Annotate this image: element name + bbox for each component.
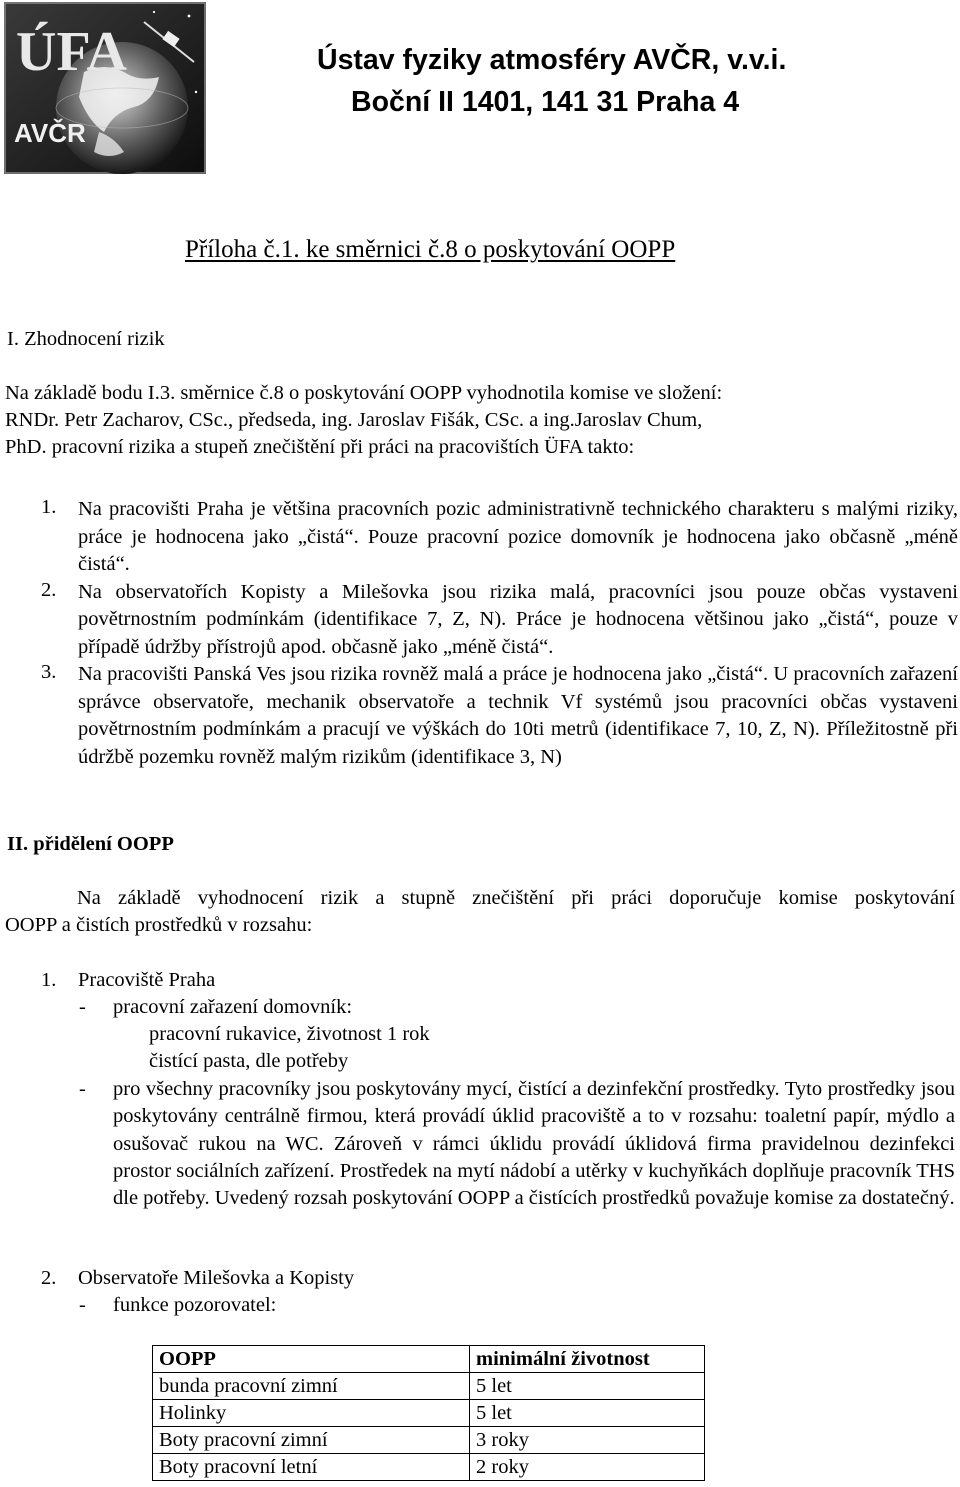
ufa-logo-graphic [4,2,206,174]
institute-name: Ústav fyziky atmosféry AVČR, v.v.i. [317,44,787,76]
workplace-name: Observatoře Milešovka a Kopisty [78,1267,355,1289]
table-cell: Holinky [153,1400,470,1427]
list-item [8,496,958,579]
section-1-intro-line: Na základě bodu I.3. směrnice č.8 o poskytování OOPP vyhodnotila komise ve složení: [5,382,723,404]
section-2-intro-line: OOPP a čistích prostředků v rozsahu: [5,914,313,936]
sub-item-text: pracovní rukavice, životnost 1 rok [149,1023,430,1045]
dash-item-text: pracovní zařazení domovník: [113,996,353,1018]
workplace-number: 1. [41,969,57,991]
table-cell: 3 roky [470,1427,705,1454]
list-item [8,661,958,771]
table-header-row [153,1346,705,1373]
table-cell: Boty pracovní zimní [153,1427,470,1454]
list-item-number: 3. [41,661,57,683]
section-1-intro-line: PhD. pracovní rizika a stupeň znečištění při práci na pracovištích ÜFA takto: [5,436,635,458]
list-item [8,579,958,662]
workplace-number: 2. [41,1267,57,1289]
section-2-intro-text: Na základě vyhodnocení rizik a stupně znečištění při práci doporučuje komise poskytování [77,887,955,909]
table-row [153,1427,705,1454]
table-row [153,1400,705,1427]
dash-bullet: - [79,1078,86,1100]
list-item-text: Na pracovišti Praha je většina pracovních pozic administrativně technického charakteru s malými riziky, práce je hodnocena jako „čistá“. Pouze pracovní pozice domovník je hodnocena jako občasně „méně čistá“. [78,498,958,575]
table-header-cell: minimální životnost [470,1346,705,1373]
ufa-logo [4,2,206,174]
list-item-number: 2. [41,578,57,601]
section-1-intro-line: RNDr. Petr Zacharov, CSc., předseda, ing. Jaroslav Fišák, CSc. a ing.Jaroslav Chum, [5,409,703,431]
dash-bullet: - [79,996,86,1018]
table-cell: bunda pracovní zimní [153,1373,470,1400]
section-2-heading: II. přidělení OOPP [7,833,174,855]
section-1-heading: I. Zhodnocení rizik [7,328,165,350]
workplace-name: Pracoviště Praha [78,969,216,991]
section-2-intro-line [77,885,955,912]
table-row [153,1454,705,1481]
dash-item-text: pro všechny pracovníky jsou poskytovány mycí, čistící a dezinfekční prostředky. Tyto prostředky jsou poskytovány centrálně firmou, která provádí úklid pracoviště a to v rozsahu: toaletní papír, mýdlo a osušovač rukou na WC. Zároveň v rámci úklidu provádí úklidová firma pravidelnou dezinfekci prostor sociálních zařízení. Prostředek na mytí nádobí a utěrky v kuchyňkách doplňuje pracovník THS dle potřeby. Uvedený rozsah poskytování OOPP a čistících prostředků považuje komise za dostatečný. [113,1078,955,1210]
list-item-text: Na observatořích Kopisty a Milešovka jsou rizika malá, pracovníci jsou pouze občas vystaveni povětrnostním podmínkám (identifikace 7, Z, N). Práce je hodnocena většinou jako „čistá“, pouze v případě údržby přístrojů apod. občasně jako „méně čistá“. [78,580,958,658]
dash-item-text: funkce pozorovatel: [113,1294,277,1316]
table-cell: Boty pracovní letní [153,1454,470,1481]
institute-address: Boční II 1401, 141 31 Praha 4 [351,86,740,118]
logo-text-ufa: ÚFA [16,21,127,83]
dash-item-paragraph [113,1076,955,1212]
sub-item-text: čistící pasta, dle potřeby [149,1050,349,1072]
list-item-number: 1. [41,496,57,518]
table-cell: 5 let [470,1400,705,1427]
section-1-list [8,496,958,771]
page-title: Příloha č.1. ke směrnici č.8 o poskytování OOPP [185,236,676,263]
oopp-table [152,1345,705,1481]
table-cell: 5 let [470,1373,705,1400]
logo-text-avcr: AVČR [14,118,86,148]
table-cell: 2 roky [470,1454,705,1481]
table-row [153,1373,705,1400]
table-header-cell: OOPP [153,1346,470,1373]
list-item-text: Na pracovišti Panská Ves jsou rizika rovněž malá a práce je hodnocena jako „čistá“. U pracovních zařazení správce observatoře, mechanik observatoře a technik Vf systémů jsou pracovníci občas vystaveni povětrnostním podmínkám a pracují ve výškách do 10ti metrů (identifikace 7, 10, Z, N). Příležitostně při údržbě pozemku rovněž malým rizikům (identifikace 3, N) [78,663,958,768]
dash-bullet: - [79,1294,86,1316]
